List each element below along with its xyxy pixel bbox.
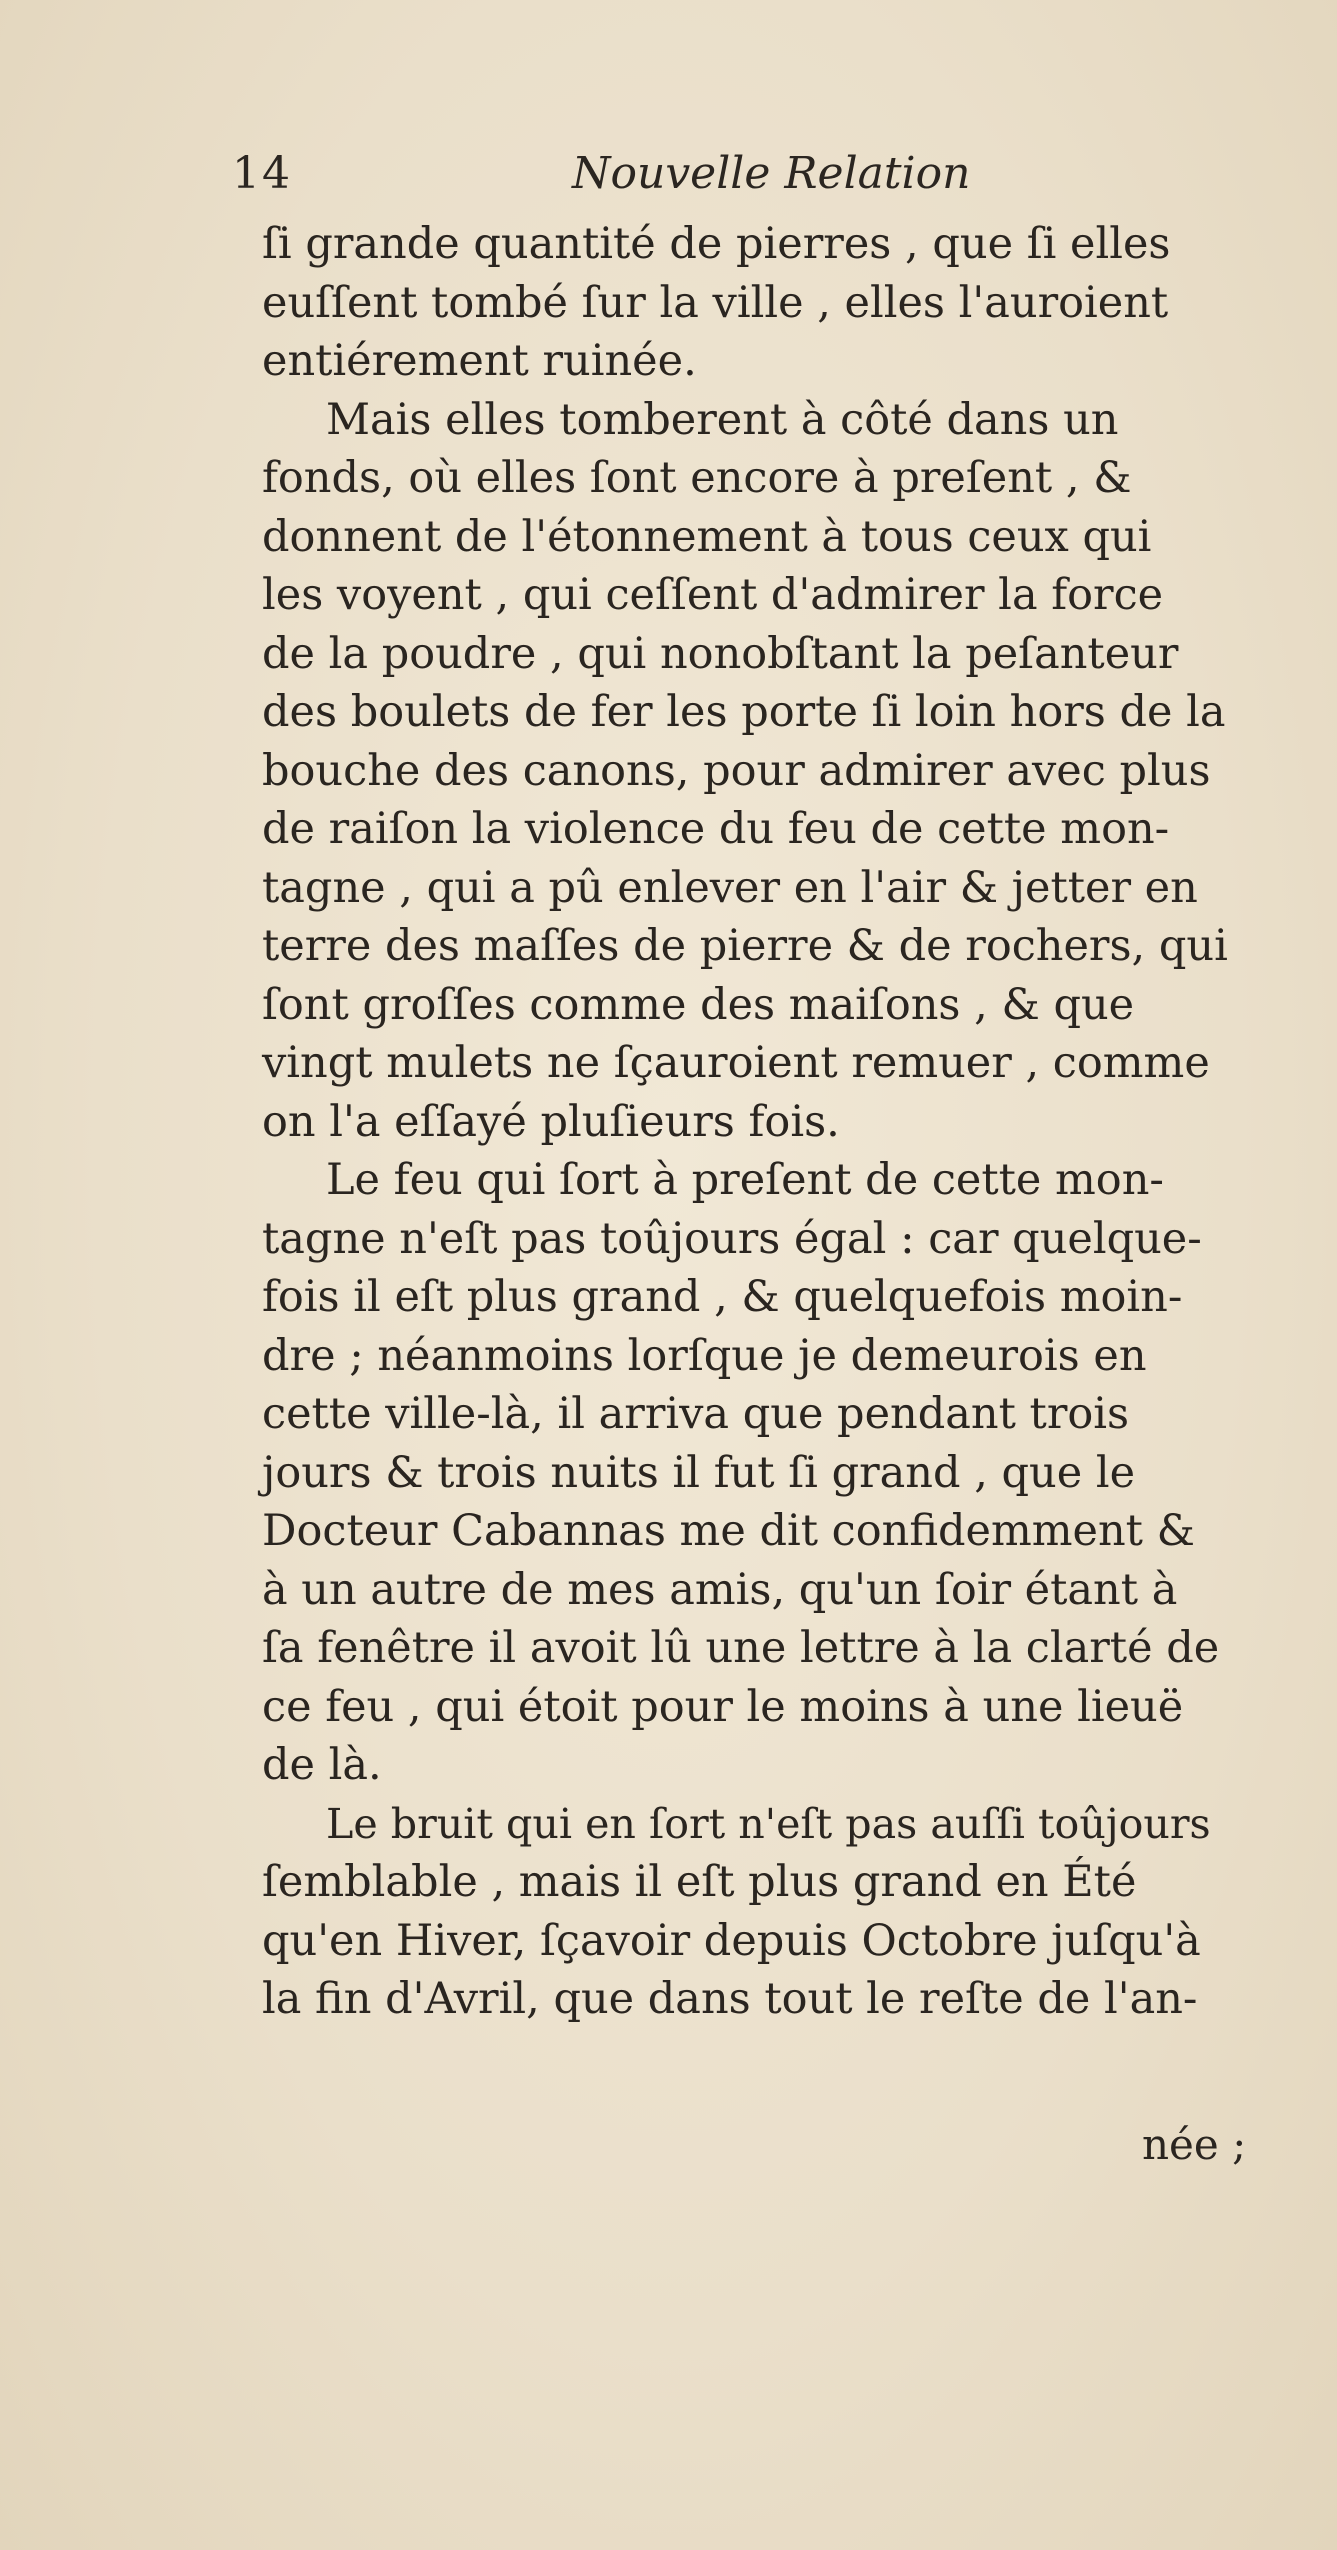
text-line: entiérement ruinée. — [262, 336, 697, 386]
text-line: Mais elles tomberent à côté dans un — [326, 394, 1119, 445]
text-line: Le feu qui ſort à preſent de cette mon- — [326, 1155, 1164, 1205]
text-line: vingt mulets ne ſçauroient remuer , comme — [262, 1038, 1210, 1088]
text-line: fois il eſt plus grand , & quelquefois moin- — [262, 1272, 1183, 1322]
text-line: terre des maſſes de pierre & de rochers, qui — [262, 921, 1228, 971]
text-line: cette ville-là, il arriva que pendant trois — [262, 1389, 1130, 1439]
text-line: euſſent tombé ſur la ville , elles l'auroient — [262, 277, 1169, 328]
text-line: les voyent , qui ceſſent d'admirer la force — [262, 570, 1164, 620]
text-line: de raiſon la violence du feu de cette mon- — [262, 804, 1170, 854]
text-line: jours & trois nuits il fut ſi grand , que le — [262, 1447, 1136, 1498]
catchword: née ; — [1142, 2120, 1247, 2169]
text-line: des boulets de fer les porte ſi loin hors de la — [262, 687, 1226, 737]
text-line: de là. — [262, 1740, 382, 1790]
text-line: Le bruit qui en ſort n'eſt pas auſſi toûjours — [326, 1799, 1211, 1848]
text-line: Docteur Cabannas me dit confidemment & — [262, 1506, 1195, 1556]
text-line: ce feu , qui étoit pour le moins à une lieuë — [262, 1681, 1184, 1732]
text-line: ſemblable , mais il eſt plus grand en Été — [262, 1857, 1137, 1907]
text-line: donnent de l'étonnement à tous ceux qui — [262, 511, 1152, 562]
text-line: ſi grande quantité de pierres , que ſi elles — [262, 219, 1171, 269]
text-line: à un autre de mes amis, qu'un ſoir étant à — [262, 1564, 1178, 1615]
text-line: dre ; néanmoins lorſque je demeurois en — [262, 1330, 1147, 1381]
text-line: bouche des canons, pour admirer avec plus — [262, 745, 1211, 796]
text-line: qu'en Hiver, ſçavoir depuis Octobre juſqu'à — [262, 1915, 1201, 1966]
text-line: ſa fenêtre il avoit lû une lettre à la clarté de — [262, 1623, 1220, 1673]
text-line: de la poudre , qui nonobſtant la peſanteur — [262, 628, 1179, 679]
running-title: Nouvelle Relation — [572, 148, 971, 199]
text-line: ſont groſſes comme des maiſons , & que — [262, 979, 1135, 1030]
text-line: tagne , qui a pû enlever en l'air & jetter en — [262, 862, 1198, 913]
body-text — [262, 215, 1272, 2029]
text-line: on l'a eſſayé pluſieurs fois. — [262, 1096, 840, 1147]
page-header — [232, 148, 992, 208]
page-number: 14 — [232, 148, 292, 199]
text-line: tagne n'eſt pas toûjours égal : car quelque- — [262, 1213, 1202, 1264]
text-line: fonds, où elles ſont encore à preſent , & — [262, 453, 1132, 503]
text-line: la fin d'Avril, que dans tout le reſte de l'an- — [262, 1974, 1198, 2024]
